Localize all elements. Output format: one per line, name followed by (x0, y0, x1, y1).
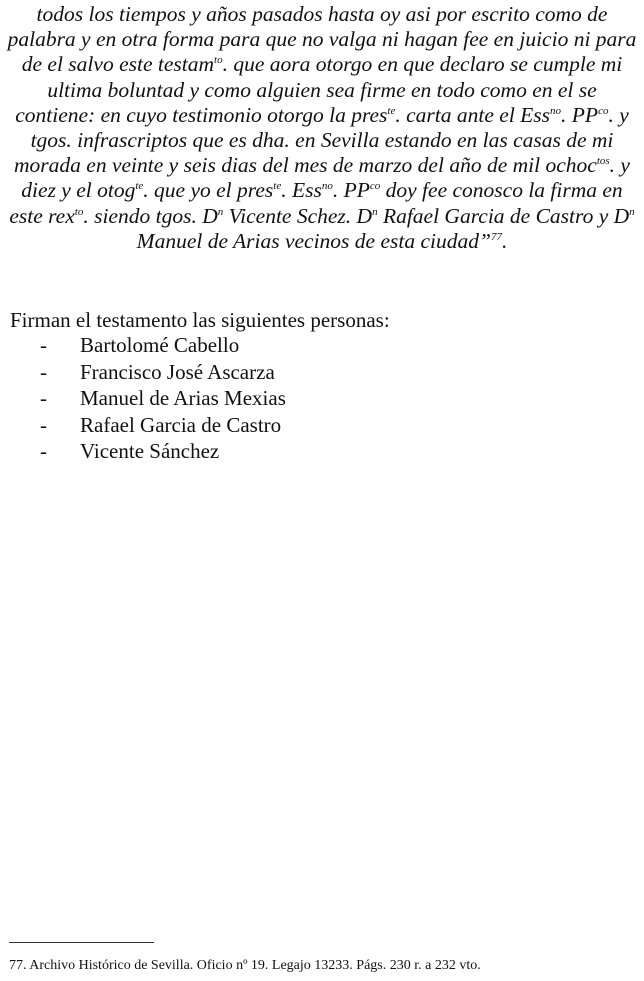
quote-text-run: doy fee conosco la firma en este rex (9, 178, 623, 228)
quote-text-run: . PP (332, 178, 370, 203)
list-bullet: - (40, 359, 47, 384)
quote-text-run: . Ess (281, 178, 322, 203)
signer-item (40, 359, 286, 386)
quoted-testament-text (6, 2, 638, 254)
quote-text-run: . (501, 228, 508, 253)
abbreviation-superscript: to (74, 205, 84, 218)
signer-item (40, 332, 286, 359)
abbreviation-superscript: te (273, 180, 282, 193)
quote-text-run: Manuel de Arias vecinos de esta ciudad” (136, 228, 491, 253)
signer-item (40, 385, 286, 412)
quote-text-run: Rafael Garcia de Castro y D (377, 203, 630, 228)
signer-name: Francisco José Ascarza (80, 359, 275, 384)
list-bullet: - (40, 439, 47, 463)
footnote-divider (9, 942, 154, 943)
quote-text-run: . carta ante el Ess (395, 102, 551, 127)
abbreviation-superscript: te (135, 180, 144, 193)
signers-list (40, 332, 286, 465)
abbreviation-superscript: n (629, 205, 635, 218)
signers-intro: Firman el testamento las siguientes personas: (10, 308, 390, 332)
quote-text-run: . siendo tgos. D (83, 203, 218, 228)
abbreviation-superscript: n (372, 205, 378, 218)
quote-text-run: . y diez y el otog (21, 153, 630, 203)
abbreviation-superscript: no (321, 180, 333, 193)
signer-item (40, 438, 286, 465)
list-bullet: - (40, 386, 47, 410)
footnote: 77. Archivo Histórico de Sevilla. Oficio nº 19. Legajo 13233. Págs. 230 r. a 232 vto. (9, 958, 481, 973)
quote-text-run: todos los tiempos y años pasados hasta oy asi por escrito como de palabra y en otra forma para que no valga ni hagan fee en juicio ni para de el salvo este testam (7, 2, 637, 77)
quote-text-run: . que yo el pres (143, 178, 274, 203)
abbreviation-superscript: tos (596, 155, 610, 168)
abbreviation-superscript: 77 (490, 230, 502, 243)
abbreviation-superscript: no (550, 104, 562, 117)
signer-name: Bartolomé Cabello (80, 333, 240, 357)
list-bullet: - (40, 333, 47, 357)
abbreviation-superscript: n (217, 205, 224, 218)
signer-name: Rafael Garcia de Castro (80, 412, 282, 437)
abbreviation-superscript: to (214, 54, 223, 67)
signer-name: Manuel de Arias Mexias (80, 386, 286, 410)
signer-item (40, 412, 286, 439)
quote-text-run: . que aora otorgo en que declaro se cumple mi ultima boluntad y como alguien sea firme en todo como en el se contiene: en cuyo testimonio otorgo la pres (15, 52, 623, 127)
abbreviation-superscript: co (598, 104, 609, 117)
list-bullet: - (40, 412, 47, 437)
abbreviation-superscript: te (387, 104, 396, 117)
quote-text-run: . PP (561, 102, 599, 127)
quote-text-run: . y tgos. infrascriptos que es dha. en Sevilla estando en las casas de mi morada en veinte y seis dias del mes de marzo del año de mil ochoc (14, 102, 629, 178)
signer-name: Vicente Sánchez (80, 439, 220, 463)
quote-text-run: Vicente Schez. D (223, 203, 373, 228)
abbreviation-superscript: co (369, 180, 381, 193)
